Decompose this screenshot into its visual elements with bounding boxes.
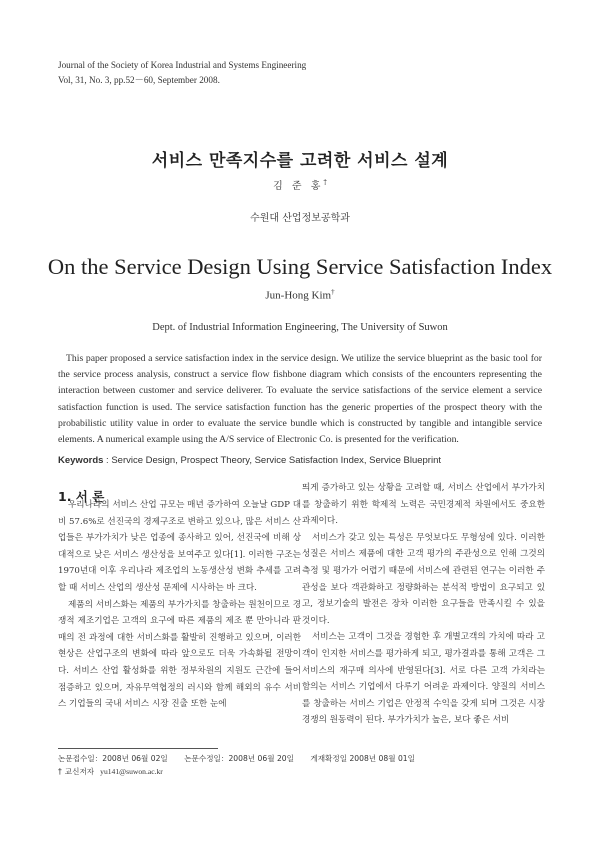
received-date: 논문접수일：2008년 06월 02일 [58, 754, 168, 763]
abstract: This paper proposed a service satisfaction index in the service design. We utilize the service blueprint as the basic tool for the service process analysis, construct a service flow fishbone diagram which consists of the encounters representing the interaction between customer and service deliverer. To evaluate the service satisfactions of the service element a service satisfaction function is used. The service satisfaction function has the generic properties of the prospect theory with the probabilistic utility value in order to evaluate the service bundle which is constructed by tangible and intangible service elements. A numerical example using the A/S service of Electronic Co. is presented for the verification. [58, 353, 542, 446]
footnote-dates [58, 752, 429, 765]
body-column-right [302, 480, 545, 729]
author-korean-name: 김 준 홍 [273, 181, 324, 192]
author-korean [0, 177, 600, 192]
author-english [0, 288, 600, 302]
journal-header [58, 58, 306, 88]
paragraph: 제품의 서비스화는 제품의 부가가치를 창출하는 원천이므로 경쟁적 제조기업은 고객의 요구에 따른 제품의 제조 뿐 만아니라 판매의 전 과정에 대한 서비스화를 활발히 진행하고 있으며, 이러한 현상은 산업구조의 변화에 따라 앞으로도 더욱 가속화될 전망이다. 서비스 산업 활성화를 위한 정부차원의 지원도 근간에 들어 점증하고 있으며, 자유무역협정의 러시와 함께 해외의 유수 서비스 기업들의 국내 서비스 시장 진출 또한 눈에 [58, 599, 301, 710]
affiliation-korean: 수원대 산업정보공학과 [250, 213, 350, 224]
footnotes [58, 752, 429, 778]
paragraph: 띄게 증가하고 있는 상황을 고려할 때, 서비스 산업에서 부가가치를 창출하기 위한 학제적 노력은 국민경제적 차원에서도 중요한 과제이다. [302, 483, 545, 527]
footnote-contact [58, 765, 429, 778]
paragraph: 서비스가 갖고 있는 특성은 무엇보다도 무형성에 있다. 이러한 성질은 서비스 제품에 대한 고객 평가의 주관성으로 인해 그것의 측정 및 평가가 어렵기 때문에 서비스에 관련된 연구는 이러한 주관성을 보다 객관화하고 정량화하는 분석적 방법이 요구되고 있고, 정보기술의 발전은 장차 이러한 요구들을 만족시킬 수 있을 것이다. [302, 532, 545, 626]
author-english-mark: † [331, 288, 335, 296]
author-english-name: Jun-Hong Kim [265, 289, 332, 302]
keywords-label: Keywords [58, 455, 104, 466]
body-column-left [58, 497, 301, 713]
title-english: On the Service Design Using Service Satisfaction Index [47, 254, 553, 279]
revised-date: 논문수정일：2008년 06월 20일 [184, 754, 294, 763]
footnote-divider [58, 748, 218, 749]
author-korean-mark: † [323, 178, 327, 187]
paragraph: 서비스는 고객이 그것을 경험한 후 개별고객의 가치에 따라 고객이 인지한 서비스를 평가하게 되고, 평가결과를 통해 고객은 그 서비스의 재구매 의사에 반영된다[3]. 서로 다른 고객 가치라는 함의는 서비스 기업에서 다루기 어려운 과제이다. 양질의 서비스를 창출하는 서비스 기업은 안정적 수익을 갖게 되며 그것은 시장경쟁의 원동력이 된다. 부가가치가 높은, 보다 좋은 서비 [302, 632, 545, 726]
title-korean: 서비스 만족지수를 고려한 서비스 설계 [151, 151, 449, 171]
section-heading-introduction: 1. 서 론 [58, 489, 105, 504]
dagger-mark: † [58, 767, 62, 776]
contact-label: 교신저자 [64, 767, 95, 776]
affiliation-english: Dept. of Industrial Information Engineering, The University of Suwon [152, 322, 448, 333]
keywords-list: Service Design, Prospect Theory, Service Satisfaction Index, Service Blueprint [111, 455, 441, 466]
paragraph: 우리나라의 서비스 산업 규모는 매년 증가하여 오늘날 GDP 대비 57.6%로 선진국의 경제구조로 변하고 있으나, 많은 서비스 산업들은 부가가치가 낮은 업종에 종사하고 있어, 선진국에 비해 상대적으로 낮은 서비스 생산성을 보여주고 있다[1]. 이러한 구조는 1970년대 이후 우리나라 제조업의 노동생산성 변화 추세를 고려할 때 서비스 산업의 생산성 문제에 시사하는 바 크다. [58, 500, 301, 593]
journal-name: Journal of the Society of Korea Industrial and Systems Engineering [58, 60, 307, 70]
keywords-separator: : [103, 455, 112, 466]
keywords [58, 455, 558, 466]
accepted-date: 게재확정일 2008년 08월 01일 [310, 754, 415, 763]
journal-issue: Vol, 31, No. 3, pp.52－60, September 2008. [58, 75, 220, 85]
contact-email[interactable]: yu141@suwon.ac.kr [100, 767, 163, 776]
